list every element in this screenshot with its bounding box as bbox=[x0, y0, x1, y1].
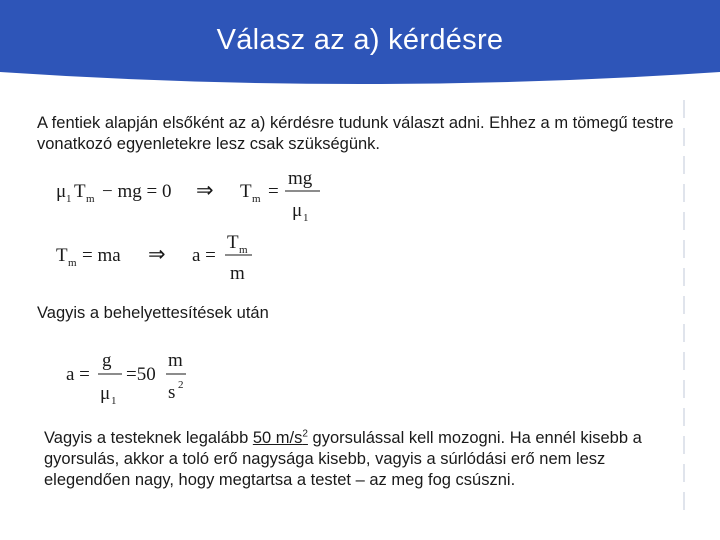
equation-1 bbox=[52, 164, 332, 226]
svg-text:m: m bbox=[86, 193, 95, 205]
svg-text:m: m bbox=[68, 257, 77, 269]
svg-text:g: g bbox=[102, 350, 112, 371]
svg-text:=50: =50 bbox=[126, 364, 156, 385]
conclusion-before: Vagyis a testeknek legalább bbox=[44, 429, 249, 447]
equation-2 bbox=[52, 230, 312, 286]
svg-text:s: s bbox=[168, 382, 176, 403]
svg-text:− mg = 0: − mg = 0 bbox=[102, 181, 172, 202]
svg-text:⇒: ⇒ bbox=[148, 242, 166, 266]
svg-text:2: 2 bbox=[178, 379, 184, 391]
svg-text:T: T bbox=[56, 245, 68, 266]
svg-text:T: T bbox=[240, 181, 252, 202]
acceleration-value: 50 $m/s^2$ bbox=[252, 428, 308, 447]
svg-text:⇒: ⇒ bbox=[196, 178, 214, 202]
conclusion-paragraph bbox=[44, 428, 694, 491]
svg-text:1: 1 bbox=[303, 212, 309, 224]
conclusion-after: gyorsulással kell mozogni. Ha ennél kisebb a gyorsulás, akkor a toló erő nagysága kisebb, vagyis a súrlódási erő nem lesz elegendően nagy, hogy megtartsa a testet – az meg fog csúszni. bbox=[44, 429, 642, 489]
svg-text:μ: μ bbox=[56, 181, 67, 202]
svg-text:a =: a = bbox=[192, 245, 216, 266]
acceleration-exponent: 2 bbox=[302, 428, 308, 440]
svg-text:mg: mg bbox=[288, 168, 313, 189]
svg-text:1: 1 bbox=[111, 395, 117, 406]
svg-text:μ: μ bbox=[100, 383, 111, 404]
svg-text:m: m bbox=[230, 263, 245, 284]
slide-title: Válasz az a) kérdésre bbox=[216, 24, 504, 56]
intro-paragraph: A fentiek alapján elsőként az a) kérdésre tudunk választ adni. Ehhez a m tömegű testre vonatkozó egyenletekre lesz csak szükségünk. bbox=[37, 114, 674, 153]
svg-text:1: 1 bbox=[66, 193, 72, 205]
svg-text:μ: μ bbox=[292, 200, 303, 221]
substitution-label: Vagyis a behelyettesítések után bbox=[37, 304, 269, 322]
svg-text:m: m bbox=[239, 244, 248, 256]
svg-text:= ma: = ma bbox=[82, 245, 121, 266]
svg-text:=: = bbox=[268, 181, 279, 202]
svg-text:m: m bbox=[252, 193, 261, 205]
svg-text:m: m bbox=[168, 350, 183, 371]
svg-text:a =: a = bbox=[66, 364, 90, 385]
equation-3 bbox=[62, 344, 262, 406]
svg-text:T: T bbox=[74, 181, 86, 202]
svg-text:T: T bbox=[227, 232, 239, 253]
